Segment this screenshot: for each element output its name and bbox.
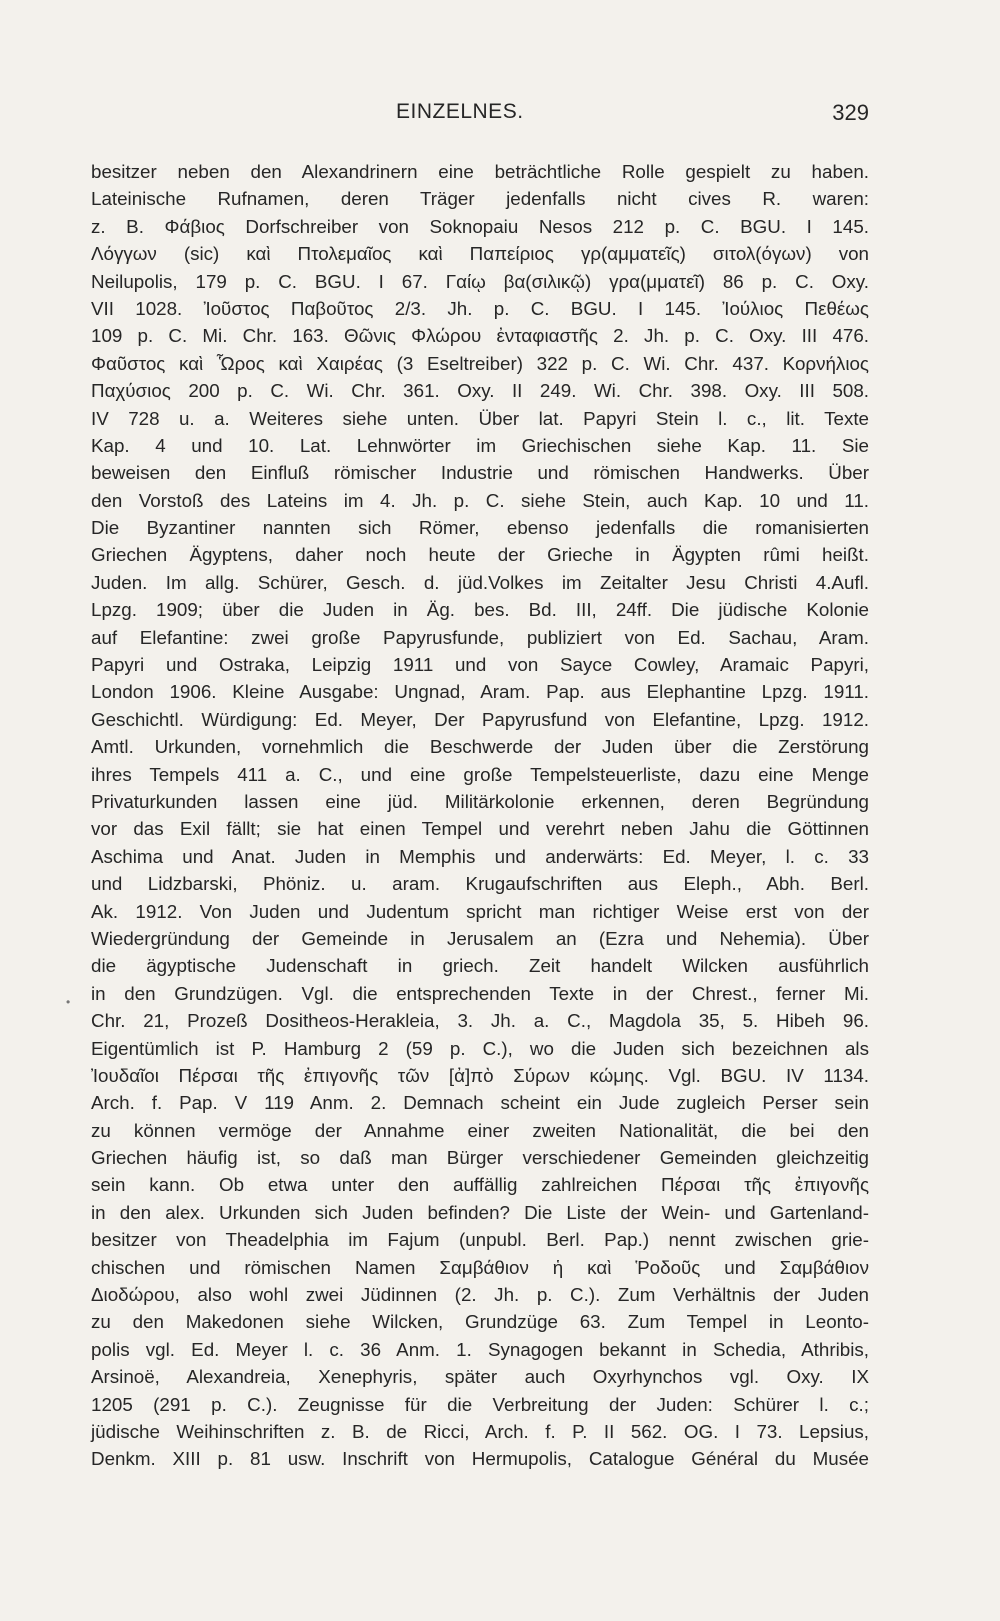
text-line: zu den Makedonen siehe Wilcken, Grundzüge 63. Zum Tempel in Leonto- [91,1311,869,1333]
body-text [91,158,869,1473]
text-line: Amtl. Urkunden, vornehmlich die Beschwerde der Juden über die Zerstörung [91,736,869,758]
text-line: in den Grundzügen. Vgl. die entsprechenden Texte in der Chrest., ferner Mi. [91,982,869,1004]
text-line: den Vorstoß des Lateins im 4. Jh. p. C. siehe Stein, auch Kap. 10 und 11. [91,489,869,511]
text-line: besitzer von Theadelphia im Fajum (unpubl. Berl. Pap.) nennt zwischen grie- [91,1229,869,1251]
text-line: z. B. Φάβιος Dorfschreiber von Soknopaiu Nesos 212 p. C. BGU. I 145. [91,215,869,237]
text-line: Lpzg. 1909; über die Juden in Äg. bes. Bd. III, 24ff. Die jüdische Kolonie [91,599,869,621]
page-header [84,100,869,134]
text-line: besitzer neben den Alexandrinern eine beträchtliche Rolle gespielt zu haben. [91,161,869,182]
text-line: Arsinoë, Alexandreia, Xenephyris, später auch Oxyrhynchos vgl. Oxy. IX [91,1366,869,1388]
text-line: Λόγγων (sic) καὶ Πτολεμαῖος καὶ Παπείριος γρ(αμματεῖς) σιτολ(όγων) von [91,243,869,265]
text-line: Griechen häufig ist, so daß man Bürger verschiedener Gemeinden gleichzeitig [91,1147,869,1169]
text-line: Privaturkunden lassen eine jüd. Militärkolonie erkennen, deren Begründung [91,790,869,812]
margin-mark: • [66,995,71,1009]
text-line: Eigentümlich ist P. Hamburg 2 (59 p. C.), wo die Juden sich bezeichnen als [91,1037,869,1059]
text-line: Aschima und Anat. Juden in Memphis und anderwärts: Ed. Meyer, l. c. 33 [91,845,869,867]
text-line: Neilupolis, 179 p. C. BGU. I 67. Γαίῳ βα(σιλικῷ) γρα(μματεῖ) 86 p. C. Oxy. [91,270,869,292]
text-line: 1205 (291 p. C.). Zeugnisse für die Verbreitung der Juden: Schürer l. c.; [91,1393,869,1415]
page-number: 329 [832,100,869,125]
text-line: die ägyptische Judenschaft in griech. Zeit handelt Wilcken ausführlich [91,955,869,977]
text-line: Ἰουδαῖοι Πέρσαι τῆς ἐπιγονῆς τῶν [ἀ]πὸ Σύρων κώμης. Vgl. BGU. IV 1134. [91,1064,869,1086]
text-line: Papyri und Ostraka, Leipzig 1911 und von Sayce Cowley, Aramaic Papyri, [91,654,869,676]
text-line: vor das Exil fällt; sie hat einen Tempel und verehrt neben Jahu die Göttinnen [91,818,869,840]
text-line: Lateinische Rufnamen, deren Träger jedenfalls nicht cives R. waren: [91,188,869,210]
text-line: Διοδώρου, also wohl zwei Jüdinnen (2. Jh. p. C.). Zum Verhältnis der Juden [91,1284,869,1306]
text-line: in den alex. Urkunden sich Juden befinden? Die Liste der Wein- und Gartenland- [91,1201,869,1223]
text-line: London 1906. Kleine Ausgabe: Ungnad, Aram. Pap. aus Elephantine Lpzg. 1911. [91,681,869,703]
text-line: zu können vermöge der Annahme einer zweiten Nationalität, die bei den [91,1119,869,1141]
text-line: Juden. Im allg. Schürer, Gesch. d. jüd.Volkes im Zeitalter Jesu Christi 4.Aufl. [91,571,869,593]
text-line: sein kann. Ob etwa unter den auffällig zahlreichen Πέρσαι τῆς ἐπιγονῆς [91,1174,869,1196]
text-line: ihres Tempels 411 a. C., und eine große Tempelsteuerliste, dazu eine Menge [91,763,869,785]
text-line: polis vgl. Ed. Meyer l. c. 36 Anm. 1. Synagogen bekannt in Schedia, Athribis, [91,1338,869,1360]
text-line: chischen und römischen Namen Σαμβάθιον ἡ καὶ Ῥοδοῦς und Σαμβάθιον [91,1256,869,1278]
text-line: Griechen Ägyptens, daher noch heute der Grieche in Ägypten rûmi heißt. [91,544,869,566]
text-line: Denkm. XIII p. 81 usw. Inschrift von Hermupolis, Catalogue Général du Musée [91,1448,869,1470]
text-line: Die Byzantiner nannten sich Römer, ebenso jedenfalls die romanisierten [91,517,869,539]
text-line: und Lidzbarski, Phöniz. u. aram. Krugaufschriften aus Eleph., Abh. Berl. [91,873,869,895]
text-line: Παχύσιος 200 p. C. Wi. Chr. 361. Oxy. II 249. Wi. Chr. 398. Oxy. III 508. [91,380,869,402]
text-line: Geschichtl. Würdigung: Ed. Meyer, Der Papyrusfund von Elefantine, Lpzg. 1912. [91,708,869,730]
text-line: Ak. 1912. Von Juden und Judentum spricht man richtiger Weise erst von der [91,900,869,922]
text-line: Kap. 4 und 10. Lat. Lehnwörter im Griechischen siehe Kap. 11. Sie [91,434,869,456]
text-line: auf Elefantine: zwei große Papyrusfunde, publiziert von Ed. Sachau, Aram. [91,626,869,648]
text-line: Chr. 21, Prozeß Dositheos-Herakleia, 3. Jh. a. C., Magdola 35, 5. Hibeh 96. [91,1010,869,1032]
text-line: Φαῦστος καὶ Ὧρος καὶ Χαιρέας (3 Eseltreiber) 322 p. C. Wi. Chr. 437. Κορνήλιος [91,352,869,374]
text-line: beweisen den Einfluß römischer Industrie und römischen Handwerks. Über [91,462,869,484]
text-line: VII 1028. Ἰοῦστος Παβοῦτος 2/3. Jh. p. C. BGU. I 145. Ἰούλιος Πεθέως [91,297,869,319]
text-line: 109 p. C. Mi. Chr. 163. Θῶνις Φλώρου ἐνταφιαστῆς 2. Jh. p. C. Oxy. III 476. [91,325,869,347]
text-line: IV 728 u. a. Weiteres siehe unten. Über lat. Papyri Stein l. c., lit. Texte [91,407,869,429]
running-head: EINZELNES. [396,100,524,123]
text-line: Arch. f. Pap. V 119 Anm. 2. Demnach scheint ein Jude zugleich Perser sein [91,1092,869,1114]
text-line: jüdische Weihinschriften z. B. de Ricci, Arch. f. P. II 562. OG. I 73. Lepsius, [91,1420,869,1442]
text-line: Wiedergründung der Gemeinde in Jerusalem an (Ezra und Nehemia). Über [91,927,869,949]
